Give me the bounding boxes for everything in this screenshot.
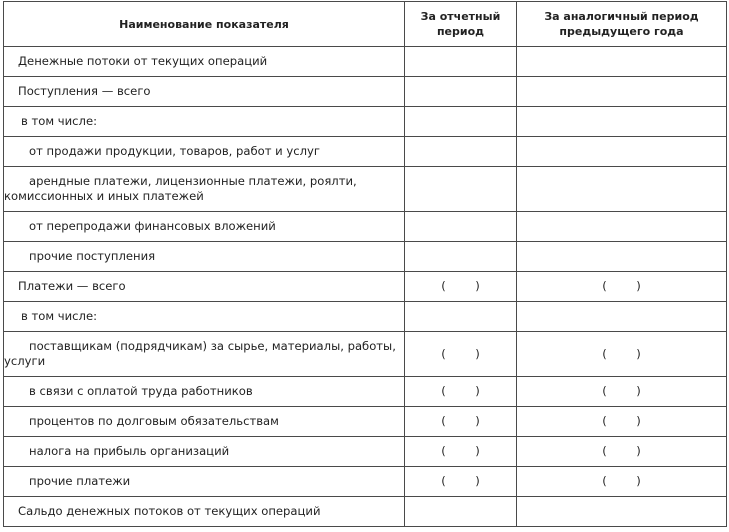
current-value-cell	[405, 137, 517, 167]
table-header-row	[4, 2, 727, 47]
current-value-cell	[405, 167, 517, 212]
row-label: налога на прибыль организаций	[4, 437, 405, 467]
previous-value-cell	[517, 302, 727, 332]
table-row	[4, 167, 727, 212]
table-row	[4, 47, 727, 77]
row-label: в связи с оплатой труда работников	[4, 377, 405, 407]
table-row	[4, 242, 727, 272]
table-row	[4, 302, 727, 332]
table-row	[4, 272, 727, 302]
table-row	[4, 212, 727, 242]
current-value-cell	[405, 497, 517, 527]
header-current-period: За отчетный период	[405, 2, 517, 47]
row-label-line-1: поставщикам (подрядчикам) за сырье, материалы, работы,	[29, 339, 396, 353]
row-label: Сальдо денежных потоков от текущих операций	[4, 497, 405, 527]
previous-value-cell	[517, 497, 727, 527]
table-row	[4, 77, 727, 107]
previous-value-cell	[517, 47, 727, 77]
previous-value-cell	[517, 137, 727, 167]
previous-value-cell	[517, 107, 727, 137]
table-row	[4, 497, 727, 527]
row-label: Денежные потоки от текущих операций	[4, 47, 405, 77]
current-value-cell: ( )	[405, 407, 517, 437]
table-row	[4, 407, 727, 437]
table-row	[4, 107, 727, 137]
table-row	[4, 467, 727, 497]
row-label-line-2: услуги	[4, 354, 46, 368]
current-value-cell	[405, 47, 517, 77]
previous-value-cell: ( )	[517, 272, 727, 302]
previous-value-cell: ( )	[517, 437, 727, 467]
current-value-cell: ( )	[405, 377, 517, 407]
cash-flow-table	[3, 1, 727, 527]
header-previous-period: За аналогичный период предыдущего года	[517, 2, 727, 47]
table-row	[4, 377, 727, 407]
row-label: прочие платежи	[4, 467, 405, 497]
previous-value-cell	[517, 242, 727, 272]
current-value-cell: ( )	[405, 467, 517, 497]
previous-value-cell	[517, 167, 727, 212]
table-row	[4, 437, 727, 467]
row-label	[4, 332, 405, 377]
current-value-cell	[405, 302, 517, 332]
row-label: Поступления — всего	[4, 77, 405, 107]
previous-value-cell: ( )	[517, 377, 727, 407]
previous-value-cell	[517, 212, 727, 242]
row-label: в том числе:	[4, 107, 405, 137]
row-label: прочие поступления	[4, 242, 405, 272]
row-label: от продажи продукции, товаров, работ и услуг	[4, 137, 405, 167]
previous-value-cell: ( )	[517, 467, 727, 497]
table-row	[4, 332, 727, 377]
current-value-cell: ( )	[405, 272, 517, 302]
row-label: процентов по долговым обязательствам	[4, 407, 405, 437]
row-label-line-2: комиссионных и иных платежей	[4, 189, 204, 203]
previous-value-cell: ( )	[517, 332, 727, 377]
previous-value-cell	[517, 77, 727, 107]
current-value-cell	[405, 77, 517, 107]
row-label: в том числе:	[4, 302, 405, 332]
row-label-line-1: арендные платежи, лицензионные платежи, роялти,	[29, 174, 357, 188]
current-value-cell: ( )	[405, 332, 517, 377]
current-value-cell	[405, 242, 517, 272]
row-label	[4, 167, 405, 212]
current-value-cell	[405, 107, 517, 137]
table-row	[4, 137, 727, 167]
row-label: от перепродажи финансовых вложений	[4, 212, 405, 242]
previous-value-cell: ( )	[517, 407, 727, 437]
current-value-cell	[405, 212, 517, 242]
row-label: Платежи — всего	[4, 272, 405, 302]
current-value-cell: ( )	[405, 437, 517, 467]
header-indicator-name: Наименование показателя	[4, 2, 405, 47]
